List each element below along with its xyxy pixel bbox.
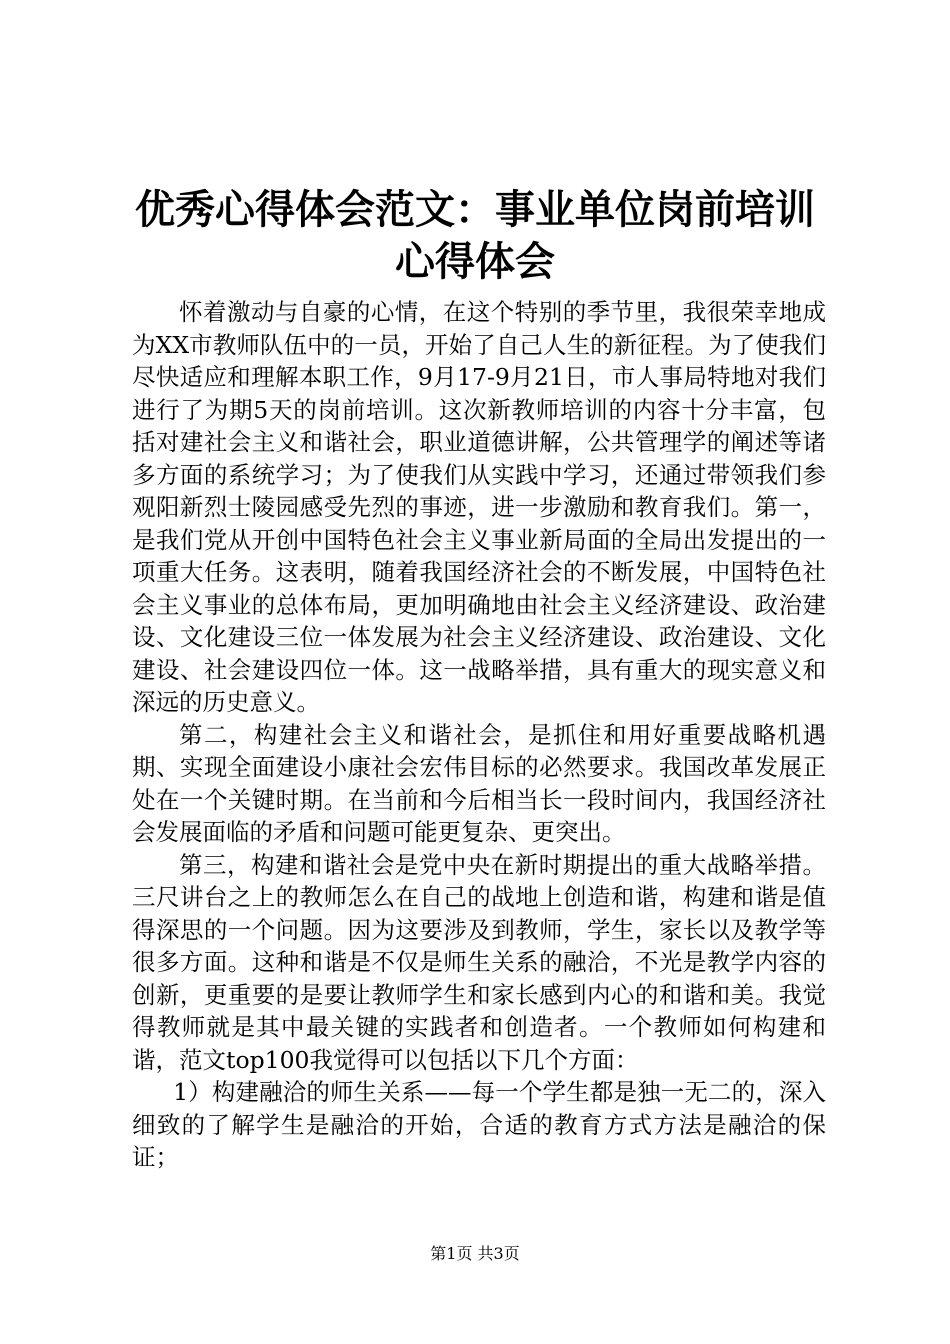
- paragraph-1: 怀着激动与自豪的心情，在这个特别的季节里，我很荣幸地成为XX市教师队伍中的一员，开始了自己人生的新征程。为了使我们尽快适应和理解本职工作，9月17-9月21日，市人事局特地对我们进行了为期5天的岗前培训。这次新教师培训的内容十分丰富，包括对建社会主义和谐社会，职业道德讲解，公共管理学的阐述等诸多方面的系统学习；为了使我们从实践中学习，还通过带领我们参观阳新烈士陵园感受先烈的事迹，进一步激励和教育我们。第一，是我们党从开创中国特色社会主义事业新局面的全局出发提出的一项重大任务。这表明，随着我国经济社会的不断发展，中国特色社会主义事业的总体布局，更加明确地由社会主义经济建设、政治建设、文化建设三位一体发展为社会主义经济建设、政治建设、文化建设、社会建设四位一体。这一战略举措，具有重大的现实意义和深远的历史意义。: [132, 298, 826, 716]
- page-title: 优秀心得体会范文：事业单位岗前培训心得体会: [135, 187, 815, 285]
- paragraph-2: 第二，构建社会主义和谐社会，是抓住和用好重要战略机遇期、实现全面建设小康社会宏伟目标的必然要求。我国改革发展正处在一个关键时期。在当前和今后相当长一段时间内，我国经济社会发展面临的矛盾和问题可能更复杂、更突出。: [132, 720, 826, 846]
- paragraph-3: 第三，构建和谐社会是党中央在新时期提出的重大战略举措。三尺讲台之上的教师怎么在自己的战地上创造和谐，构建和谐是值得深思的一个问题。因为这要涉及到教师，学生，家长以及教学等很多方面。这种和谐是不仅是师生关系的融洽，不光是教学内容的创新，更重要的是要让教师学生和家长感到内心的和谐和美。我觉得教师就是其中最关键的实践者和创造者。一个教师如何构建和谐，范文top100我觉得可以包括以下几个方面：: [132, 850, 826, 1074]
- document-body: [132, 296, 826, 1174]
- list-item-1: 1）构建融洽的师生关系——每一个学生都是独一无二的，深入细致的了解学生是融洽的开始，合适的教育方式方法是融洽的保证；: [132, 1078, 826, 1171]
- page-number-footer: 第1页 共3页: [430, 1244, 520, 1263]
